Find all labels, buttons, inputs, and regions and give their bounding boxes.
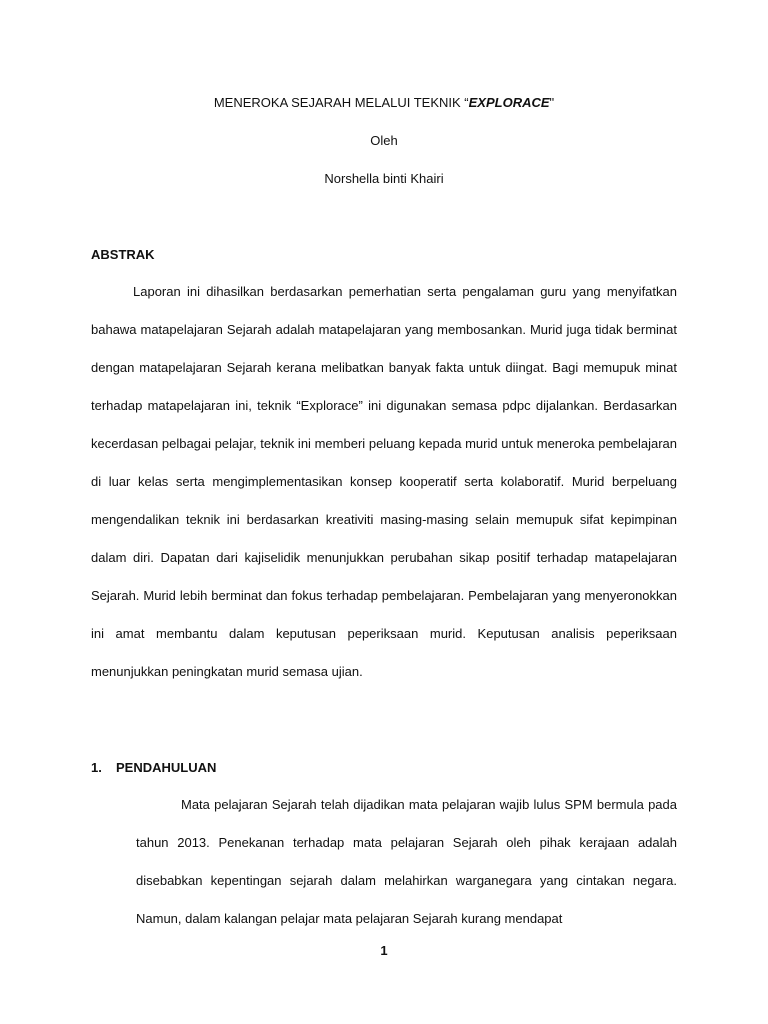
title-suffix: "	[549, 95, 555, 110]
abstract-paragraph: Laporan ini dihasilkan berdasarkan pemerhatian serta pengalaman guru yang menyifatkan bahawa matapelajaran Sejarah adalah matapelajaran yang membosankan. Murid juga tidak berminat dengan matapelajaran Sejarah kerana melibatkan banyak fakta untuk diingat. Bagi memupuk minat terhadap matapelajaran ini, teknik “Explorace” ini digunakan semasa pdpc dijalankan. Berdasarkan kecerdasan pelbagai pelajar, teknik ini memberi peluang kepada murid untuk meneroka pembelajaran di luar kelas serta mengimplementasikan konsep kooperatif serta kolaboratif. Murid berpeluang mengendalikan teknik ini berdasarkan kreativiti masing-masing selain memupuk sifat kepimpinan dalam diri. Dapatan dari kajiselidik menunjukkan perubahan sikap positif terhadap matapelajaran Sejarah. Murid lebih berminat dan fokus terhadap pembelajaran. Pembelajaran yang menyeronokkan ini amat membantu dalam keputusan peperiksaan murid. Keputusan analisis peperiksaan menunjukkan peningkatan murid semasa ujian.	[91, 284, 677, 679]
title-prefix: MENEROKA SEJARAH MELALUI TEKNIK “	[213, 95, 469, 110]
author-name: Norshella binti Khairi	[324, 171, 444, 186]
section-number: 1.	[91, 760, 102, 775]
by-label: Oleh	[370, 133, 398, 148]
title-emphasis: EXPLORACE	[468, 95, 550, 110]
section-heading	[91, 760, 216, 776]
page-number: 1	[380, 943, 388, 958]
document-title	[0, 95, 768, 111]
abstract-heading: ABSTRAK	[91, 247, 155, 262]
intro-paragraph: Mata pelajaran Sejarah telah dijadikan mata pelajaran wajib lulus SPM bermula pada tahun 2013. Penekanan terhadap mata pelajaran Sejarah oleh pihak kerajaan adalah disebabkan kepentingan sejarah dalam melahirkan warganegara yang cintakan negara. Namun, dalam kalangan pelajar mata pelajaran Sejarah kurang mendapat	[136, 797, 677, 926]
section-title: PENDAHULUAN	[116, 760, 217, 775]
